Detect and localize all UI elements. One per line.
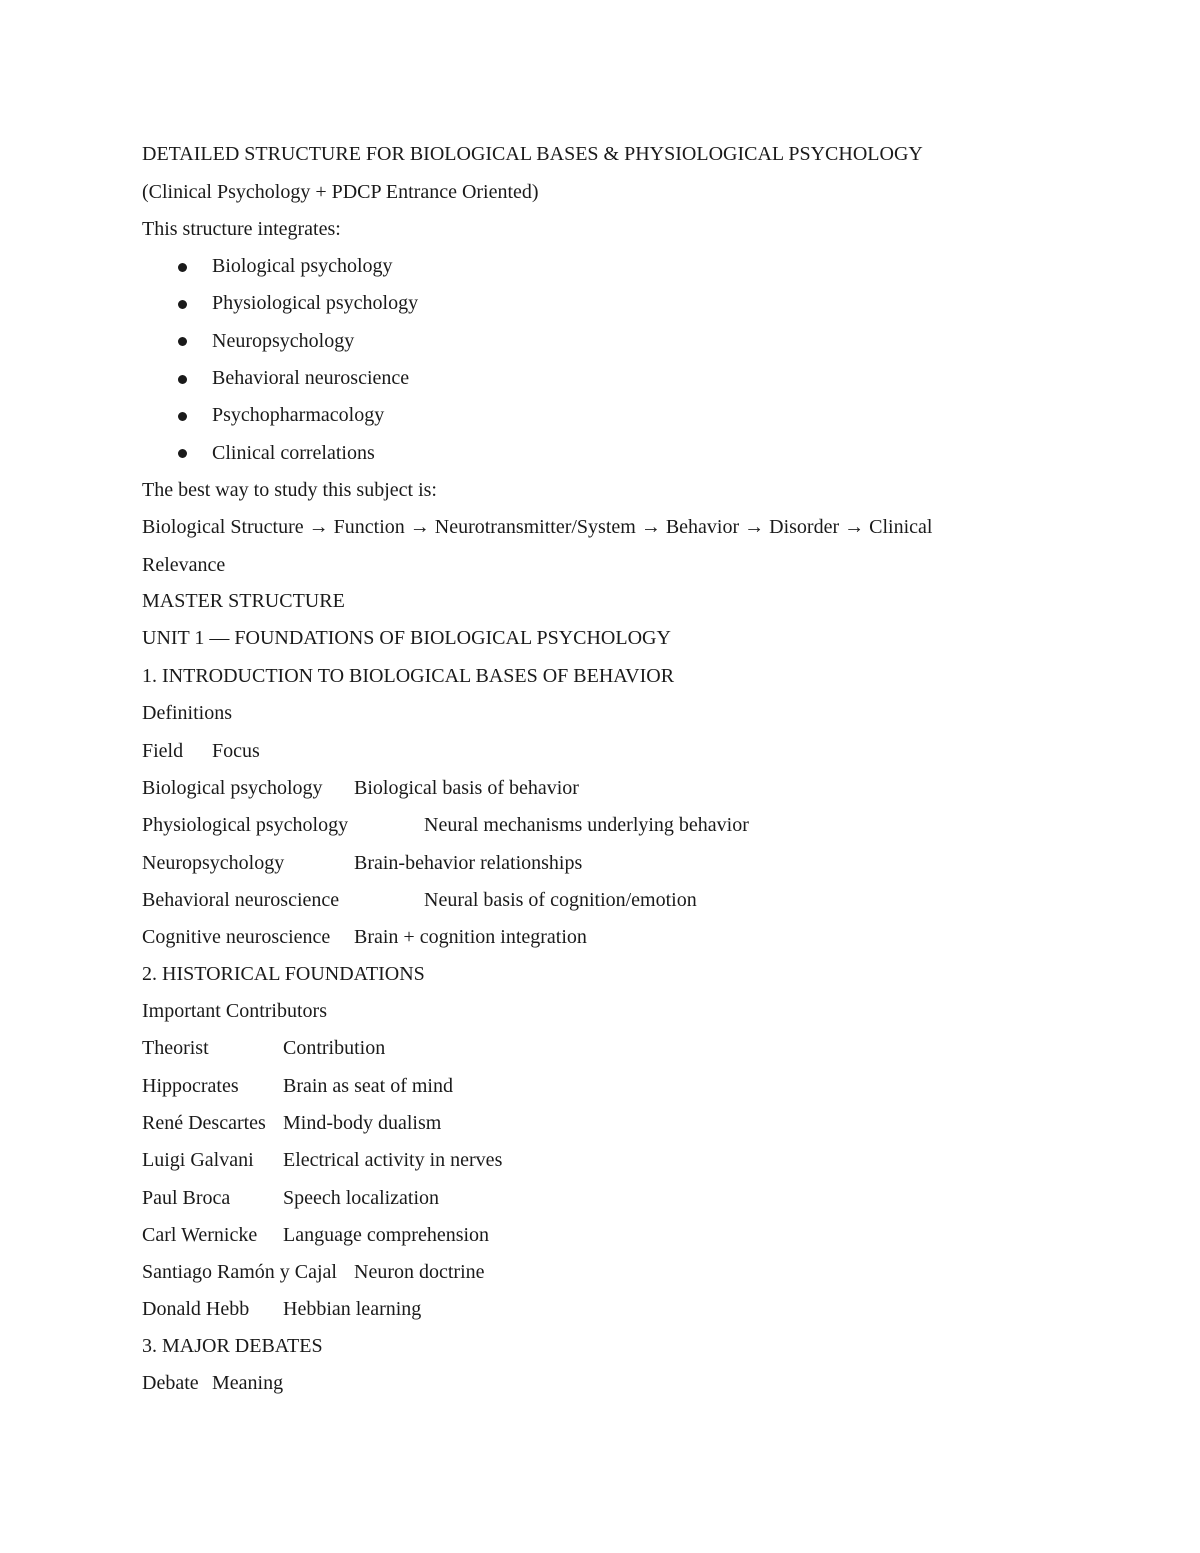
study-flow-line: Biological Structure → Function → Neurotransmitter/System → Behavior → Disorder → Clinical [142, 516, 933, 538]
table-cell: Santiago Ramón y Cajal [142, 1261, 337, 1283]
table-cell: Biological psychology [142, 777, 323, 799]
document-subtitle: (Clinical Psychology + PDCP Entrance Oriented) [142, 181, 539, 203]
list-item: Biological psychology [212, 255, 393, 277]
study-flow-line-continued: Relevance [142, 554, 226, 576]
table-cell: Brain-behavior relationships [354, 852, 583, 874]
bullet-icon [178, 337, 187, 346]
table-header-cell: Theorist [142, 1037, 209, 1059]
subsection-label: Important Contributors [142, 1000, 327, 1022]
list-item: Psychopharmacology [212, 404, 385, 426]
table-cell: Donald Hebb [142, 1298, 250, 1320]
table-cell: Neuron doctrine [354, 1261, 485, 1283]
table-header-cell: Debate [142, 1372, 199, 1394]
table-cell: Neural mechanisms underlying behavior [424, 814, 749, 836]
intro-text: This structure integrates: [142, 218, 341, 240]
table-cell: Brain + cognition integration [354, 926, 587, 948]
table-cell: Neuropsychology [142, 852, 285, 874]
table-header-cell: Focus [212, 740, 260, 762]
table-cell: Language comprehension [283, 1224, 490, 1246]
list-item: Behavioral neuroscience [212, 367, 410, 389]
document-title: DETAILED STRUCTURE FOR BIOLOGICAL BASES & PHYSIOLOGICAL PSYCHOLOGY [142, 143, 923, 165]
table-cell: Mind-body dualism [283, 1112, 442, 1134]
table-cell: Neural basis of cognition/emotion [424, 889, 697, 911]
table-cell: Carl Wernicke [142, 1224, 258, 1246]
table-cell: Biological basis of behavior [354, 777, 579, 799]
table-header-cell: Field [142, 740, 184, 762]
table-cell: Cognitive neuroscience [142, 926, 331, 948]
section-heading: 1. INTRODUCTION TO BIOLOGICAL BASES OF BEHAVIOR [142, 665, 675, 687]
table-cell: Luigi Galvani [142, 1149, 254, 1171]
subsection-label: Definitions [142, 702, 232, 724]
list-item: Neuropsychology [212, 330, 355, 352]
table-cell: Paul Broca [142, 1187, 231, 1209]
table-cell: Physiological psychology [142, 814, 349, 836]
table-header-cell: Contribution [283, 1037, 386, 1059]
list-item: Clinical correlations [212, 442, 375, 464]
table-cell: Speech localization [283, 1187, 440, 1209]
bullet-icon [178, 300, 187, 309]
master-structure-heading: MASTER STRUCTURE [142, 590, 345, 612]
bullet-icon [178, 412, 187, 421]
table-cell: Hippocrates [142, 1075, 239, 1097]
bullet-icon [178, 449, 187, 458]
unit-heading: UNIT 1 — FOUNDATIONS OF BIOLOGICAL PSYCHOLOGY [142, 627, 671, 649]
bullet-icon [178, 375, 187, 384]
bullet-icon [178, 263, 187, 272]
section-heading: 3. MAJOR DEBATES [142, 1335, 323, 1357]
table-cell: Electrical activity in nerves [283, 1149, 503, 1171]
list-item: Physiological psychology [212, 292, 419, 314]
table-cell: Hebbian learning [283, 1298, 422, 1320]
table-cell: René Descartes [142, 1112, 266, 1134]
table-cell: Behavioral neuroscience [142, 889, 340, 911]
section-heading: 2. HISTORICAL FOUNDATIONS [142, 963, 425, 985]
study-intro: The best way to study this subject is: [142, 479, 437, 501]
table-header-cell: Meaning [212, 1372, 284, 1394]
table-cell: Brain as seat of mind [283, 1075, 453, 1097]
